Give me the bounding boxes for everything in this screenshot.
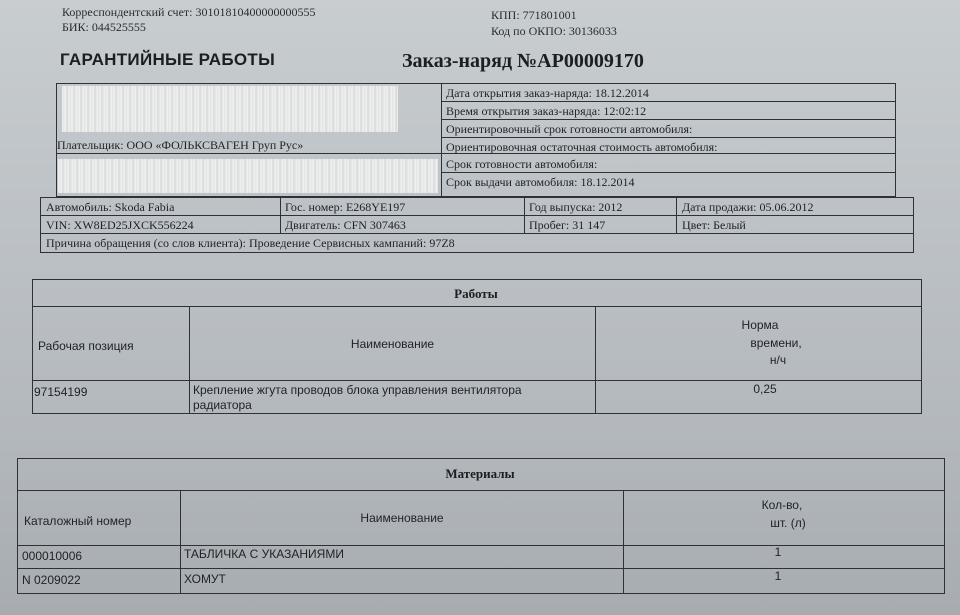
payer-text: Плательщик: ООО «ФОЛЬКСВАГЕН Груп Рус» bbox=[57, 138, 304, 152]
est-ready-text: Ориентировочный срок готовности автомобиля: bbox=[446, 122, 693, 136]
materials-col-catalog: Каталожный номер bbox=[24, 514, 132, 528]
engine-text: Двигатель: CFN 307463 bbox=[285, 218, 406, 232]
warranty-title: ГАРАНТИЙНЫЕ РАБОТЫ bbox=[60, 50, 276, 69]
kpp-text: КПП: 771801001 bbox=[491, 8, 577, 22]
sale-date-text: Дата продажи: 05.06.2012 bbox=[682, 200, 814, 214]
est-cost-text: Ориентировочная остаточная стоимость автомобиля: bbox=[446, 140, 718, 154]
issue-text: Срок выдачи автомобиля: 18.12.2014 bbox=[446, 175, 635, 189]
work-norm-cell: 0,25 bbox=[753, 382, 777, 396]
color-text: Цвет: Белый bbox=[682, 218, 746, 232]
works-col-norm-line1: Норма bbox=[741, 318, 779, 332]
open-date-text: Дата открытия заказ-наряда: 18.12.2014 bbox=[446, 86, 649, 100]
material-qty-cell: 1 bbox=[774, 569, 782, 583]
works-col-norm-line3: н/ч bbox=[769, 353, 787, 367]
work-name-cell-line2: радиатора bbox=[193, 398, 252, 412]
ready-text: Срок готовности автомобиля: bbox=[446, 157, 598, 171]
material-name-cell: ТАБЛИЧКА С УКАЗАНИЯМИ bbox=[184, 547, 344, 561]
materials-col-qty-line1: Кол-во, bbox=[761, 498, 803, 512]
open-time-text: Время открытия заказ-наряда: 12:02:12 bbox=[446, 104, 647, 118]
materials-col-name: Наименование bbox=[360, 511, 444, 525]
redacted-block bbox=[62, 86, 398, 132]
works-col-name: Наименование bbox=[350, 337, 435, 351]
redacted-block bbox=[58, 159, 438, 193]
year-text: Год выпуска: 2012 bbox=[529, 200, 623, 214]
material-name-cell: ХОМУТ bbox=[184, 572, 226, 586]
plate-text: Гос. номер: E268YE197 bbox=[285, 200, 406, 214]
works-section-title: Работы bbox=[454, 286, 498, 301]
bik-text: БИК: 044525555 bbox=[62, 20, 146, 34]
material-catalog-cell: 000010006 bbox=[22, 549, 83, 563]
car-model-text: Автомобиль: Skoda Fabia bbox=[46, 200, 175, 214]
order-title: Заказ-наряд №AP00009170 bbox=[402, 50, 644, 72]
materials-col-qty-line2: шт. (л) bbox=[770, 516, 806, 530]
material-qty-cell: 1 bbox=[774, 545, 782, 559]
corr-account-text: Корреспондентский счет: 30101810400000000555 bbox=[62, 5, 316, 19]
materials-section-title: Материалы bbox=[445, 466, 515, 481]
material-catalog-cell: N 0209022 bbox=[22, 573, 81, 587]
vin-text: VIN: XW8ED25JXCK556224 bbox=[46, 218, 194, 232]
work-position-cell: 97154199 bbox=[34, 385, 88, 399]
works-col-position: Рабочая позиция bbox=[38, 339, 134, 353]
reason-text: Причина обращения (со слов клиента): Проведение Сервисных кампаний: 97Z8 bbox=[46, 236, 455, 250]
okpo-text: Код по ОКПО: 30136033 bbox=[491, 24, 617, 38]
mileage-text: Пробег: 31 147 bbox=[529, 218, 606, 232]
works-col-norm-line2: времени, bbox=[750, 336, 802, 350]
work-name-cell-line1: Крепление жгута проводов блока управления вентилятора bbox=[193, 383, 522, 397]
